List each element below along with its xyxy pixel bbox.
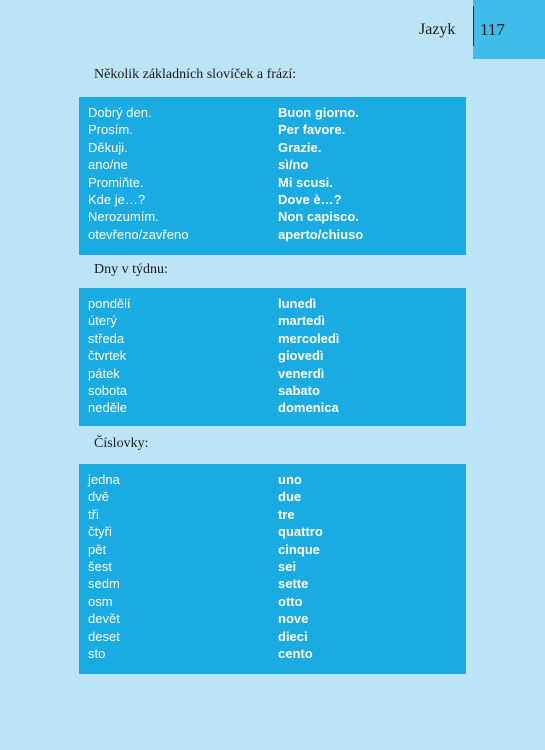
italian-term: uno: [278, 472, 302, 487]
phrase-row: [88, 121, 466, 138]
czech-term: středa: [88, 330, 125, 346]
numbers-heading: Číslovky:: [94, 436, 149, 451]
czech-term: osm: [88, 593, 113, 609]
section-title: Jazyk: [419, 21, 456, 38]
czech-term: čtyři: [88, 524, 112, 540]
italian-term: dieci: [278, 628, 308, 644]
phrase-row: [88, 226, 466, 243]
czech-term: sobota: [88, 382, 128, 398]
italian-term: cinque: [278, 541, 320, 557]
italian-term: Grazie.: [278, 139, 322, 155]
number-row: [88, 488, 466, 505]
phrase-row: [88, 156, 466, 173]
italian-term: sì/no: [278, 157, 309, 173]
czech-term: devět: [88, 611, 120, 627]
czech-term: Promiňte.: [88, 174, 144, 190]
number-row: [88, 541, 466, 558]
phrases-heading: Několik základních slovíček a frází:: [94, 67, 297, 82]
days-heading: Dny v týdnu:: [94, 262, 168, 277]
number-row: [88, 575, 466, 592]
czech-term: otevřeno/zavřeno: [88, 226, 189, 242]
czech-term: sedm: [88, 576, 120, 592]
italian-term: nove: [278, 611, 309, 627]
italian-term: due: [278, 489, 302, 505]
czech-term: Dobrý den.: [88, 105, 152, 120]
italian-term: otto: [278, 593, 303, 609]
phrase-row: [88, 139, 466, 156]
czech-term: deset: [88, 628, 120, 644]
italian-term: domenica: [278, 400, 339, 416]
italian-term: Mi scusi.: [278, 174, 333, 190]
italian-term: sabato: [278, 382, 320, 398]
czech-term: úterý: [88, 313, 117, 329]
number-row: [88, 506, 466, 523]
czech-term: Prosím.: [88, 122, 133, 138]
phrases-panel: [79, 97, 466, 255]
czech-term: pět: [88, 541, 107, 557]
number-row: [88, 593, 466, 610]
italian-term: venerdì: [278, 365, 325, 381]
czech-term: Kde je…?: [88, 191, 146, 207]
number-row: [88, 523, 466, 540]
italian-term: tre: [278, 506, 295, 522]
day-row: [88, 347, 466, 364]
czech-term: Nerozumím.: [88, 209, 159, 225]
header-divider: [473, 6, 474, 46]
czech-term: dvě: [88, 489, 109, 505]
days-panel: [79, 288, 466, 426]
number-row: [88, 628, 466, 645]
italian-term: aperto/chiuso: [278, 226, 364, 242]
italian-term: quattro: [278, 524, 323, 540]
phrase-row: [88, 104, 466, 121]
day-row: [88, 399, 466, 416]
phrase-row: [88, 208, 466, 225]
numbers-panel: [79, 464, 466, 674]
czech-term: pátek: [88, 365, 120, 381]
day-row: [88, 312, 466, 329]
italian-term: giovedì: [278, 348, 324, 364]
day-row: [88, 295, 466, 312]
italian-term: mercoledì: [278, 330, 340, 346]
italian-term: sei: [278, 558, 297, 574]
phrase-row: [88, 191, 466, 208]
italian-term: Buon giorno.: [278, 105, 359, 120]
italian-term: Non capisco.: [278, 209, 359, 225]
czech-term: tři: [88, 506, 99, 522]
number-row: [88, 471, 466, 488]
italian-term: sette: [278, 576, 309, 592]
czech-term: neděle: [88, 400, 128, 416]
number-row: [88, 610, 466, 627]
number-row: [88, 645, 466, 662]
czech-term: pondělí: [88, 296, 131, 311]
czech-term: ano/ne: [88, 157, 128, 173]
italian-term: martedì: [278, 313, 325, 329]
italian-term: lunedì: [278, 296, 317, 311]
day-row: [88, 330, 466, 347]
day-row: [88, 382, 466, 399]
czech-term: šest: [88, 558, 112, 574]
phrase-row: [88, 174, 466, 191]
italian-term: cento: [278, 645, 313, 661]
day-row: [88, 365, 466, 382]
italian-term: Per favore.: [278, 122, 346, 138]
czech-term: sto: [88, 645, 106, 661]
number-row: [88, 558, 466, 575]
czech-term: jedna: [88, 472, 120, 487]
italian-term: Dove è…?: [278, 191, 342, 207]
czech-term: Děkuji.: [88, 139, 128, 155]
czech-term: čtvrtek: [88, 348, 127, 364]
page-number: 117: [480, 20, 505, 39]
